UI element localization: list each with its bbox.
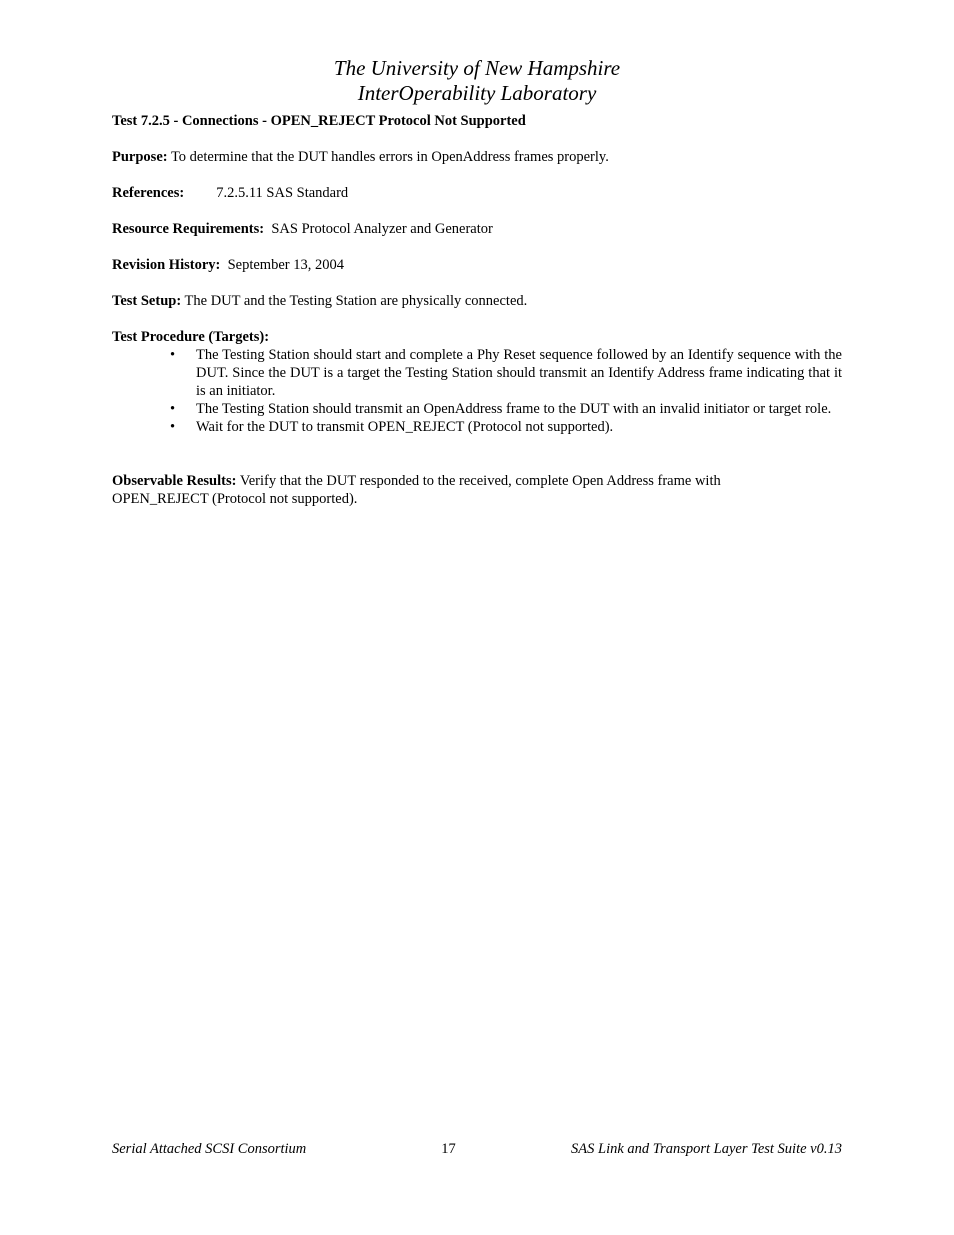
setup-label: Test Setup:: [112, 293, 182, 309]
revision-text: September 13, 2004: [220, 257, 344, 273]
bullet-icon: •: [170, 401, 176, 417]
revision-section: [112, 256, 842, 274]
observable-label: Observable Results:: [112, 473, 237, 489]
setup-text: The DUT and the Testing Station are physically connected.: [181, 293, 528, 309]
references-text: 7.2.5.11 SAS Standard: [216, 185, 349, 201]
purpose-section: [112, 148, 842, 166]
bullet-icon: •: [170, 419, 176, 435]
footer-consortium: Serial Attached SCSI Consortium: [112, 1141, 307, 1157]
resources-section: [112, 220, 842, 238]
procedure-step-2: The Testing Station should transmit an OpenAddress frame to the DUT with an invalid initiator or target role.: [196, 401, 832, 417]
purpose-label: Purpose:: [112, 149, 168, 165]
list-item: [112, 346, 842, 400]
page-footer: [112, 1140, 842, 1160]
procedure-label: Test Procedure (Targets):: [112, 329, 270, 345]
header-university: The University of New Hampshire: [333, 56, 621, 80]
resources-text: SAS Protocol Analyzer and Generator: [264, 221, 493, 237]
revision-label: Revision History:: [112, 257, 221, 273]
list-item: [112, 400, 842, 418]
observable-text: Verify that the DUT responded to the received, complete Open Address frame with: [236, 473, 721, 489]
resources-label: Resource Requirements:: [112, 221, 265, 237]
page-header: [0, 56, 954, 106]
bullet-icon: •: [170, 347, 176, 363]
test-title: Test 7.2.5 - Connections - OPEN_REJECT Protocol Not Supported: [112, 113, 526, 129]
purpose-text: To determine that the DUT handles errors in OpenAddress frames properly.: [167, 149, 609, 165]
procedure-step-3: Wait for the DUT to transmit OPEN_REJECT (Protocol not supported).: [196, 419, 614, 435]
setup-section: [112, 292, 842, 310]
footer-page-number: 17: [441, 1141, 456, 1157]
procedure-list: [112, 346, 842, 436]
observable-text-continued: OPEN_REJECT (Protocol not supported).: [112, 491, 358, 507]
footer-suite-title: SAS Link and Transport Layer Test Suite v0.13: [571, 1141, 842, 1157]
references-section: [112, 184, 842, 202]
document-body: [112, 112, 842, 508]
header-laboratory: InterOperability Laboratory: [357, 81, 597, 105]
list-item: [112, 418, 842, 436]
observable-section: [112, 472, 842, 490]
procedure-step-1: The Testing Station should start and complete a Phy Reset sequence followed by an Identify sequence with the DUT. Since the DUT is a target the Testing Station should transmit an Identify Address frame indicating that it is an initiator.: [196, 347, 842, 399]
references-label: References:: [112, 185, 185, 201]
